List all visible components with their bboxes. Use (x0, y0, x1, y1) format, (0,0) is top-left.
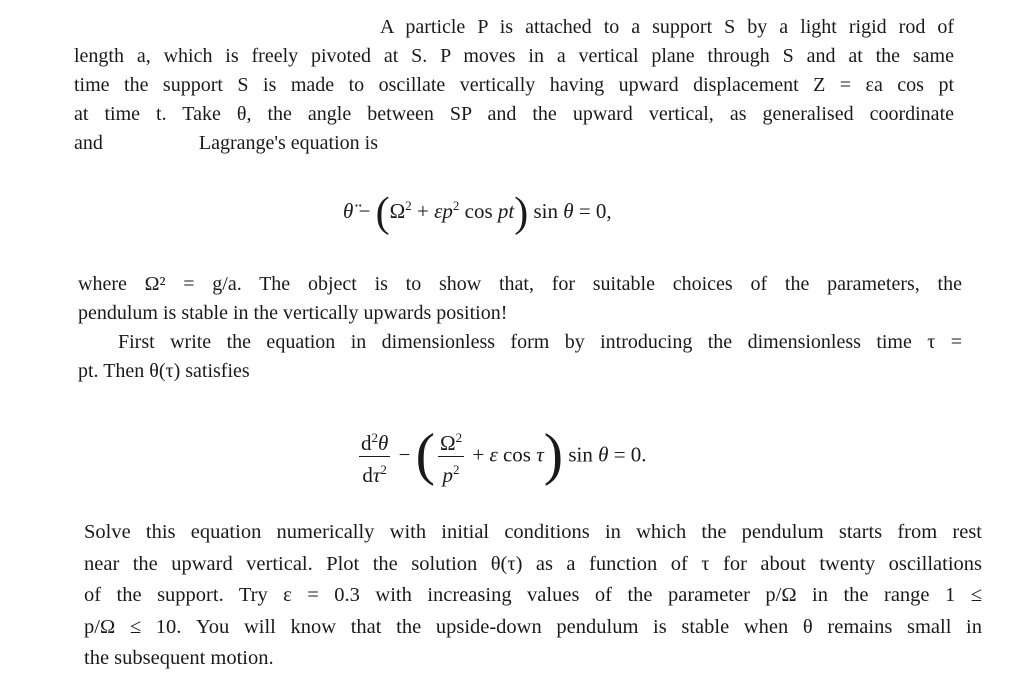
eq1-cos: cos pt (464, 199, 515, 223)
equation-1 (343, 192, 612, 234)
intro-line-3: time the support S is made to oscillate vertically having upward displacement Z = εa cos pt (74, 74, 954, 96)
intro-line-4: at time t. Take θ, the angle between SP and the upward vertical, as generalised coordinate (74, 103, 954, 125)
intro-line-5-wrap (74, 129, 954, 158)
middle-paragraph (78, 270, 962, 386)
eq1-minus: − (358, 199, 376, 223)
equation-1-text (0, 0, 1, 1)
middle-line-1: where Ω² = g/a. The object is to show that, for suitable choices of the parameters, the (78, 273, 962, 295)
eq1-right-paren: ) (514, 190, 529, 236)
eq2-ratio-fraction (438, 425, 464, 488)
equation-text-store (0, 0, 1, 1)
middle-line-4: pt. Then θ(τ) satisfies (78, 360, 250, 382)
task-line-2: near the upward vertical. Plot the solution θ(τ) as a function of τ for about twenty oscillations (84, 552, 982, 575)
eq1-theta-ddot: θ̈ (343, 199, 354, 223)
middle-line-2: pendulum is stable in the vertically upwards position! (78, 302, 508, 324)
eq2-minus: − (398, 442, 416, 467)
intro-line-1: A particle P is attached to a support S by a light rigid rod of (380, 16, 954, 38)
eq1-p-sq: 2 (452, 198, 460, 213)
task-line-3: of the support. Try ε = 0.3 with increasing values of the parameter p/Ω in the range 1 ≤ (84, 584, 982, 606)
task-line-5: the subsequent motion. (84, 647, 274, 669)
task-line-1: Solve this equation numerically with initial conditions in which the pendulum starts from rest (84, 521, 982, 543)
equation-2 (356, 421, 647, 488)
eq2-left-paren: ( (415, 421, 435, 487)
eq2-numerator: $d^2\theta$ (359, 425, 390, 457)
eq2-sin: sin θ = 0. (568, 442, 647, 467)
task-line-4: p/Ω ≤ 10. You will know that the upside-down pendulum is stable when θ remains small in (84, 615, 982, 638)
middle-line-3: First write the equation in dimensionless form by introducing the dimensionless time τ = (118, 331, 962, 353)
eq2-derivative-fraction (359, 425, 390, 488)
eq2-ratio-den: $p^2$ (442, 462, 460, 487)
intro-paragraph (74, 13, 954, 158)
eq2-right-paren: ) (543, 421, 564, 487)
intro-line-5: and (74, 132, 103, 154)
eq2-denominator: $d\tau^2$ (362, 462, 387, 487)
intro-line-2: length a, which is freely pivoted at S. P moves in a vertical plane through S and at the same (74, 45, 954, 67)
intro-line-6: Lagrange's equation is (198, 132, 378, 154)
eq2-plus-eps: + ε cos τ (472, 442, 544, 467)
eq1-eps-p: εp (434, 199, 453, 223)
eq1-plus: + (417, 199, 435, 223)
task-paragraph (84, 517, 982, 675)
eq1-sin: sin θ = 0, (533, 199, 612, 223)
eq1-left-paren: ( (375, 190, 390, 236)
eq2-ratio-num: $\Omega^2$ (438, 425, 464, 457)
eq1-omega-sq: $\Omega^2$ (389, 198, 412, 223)
